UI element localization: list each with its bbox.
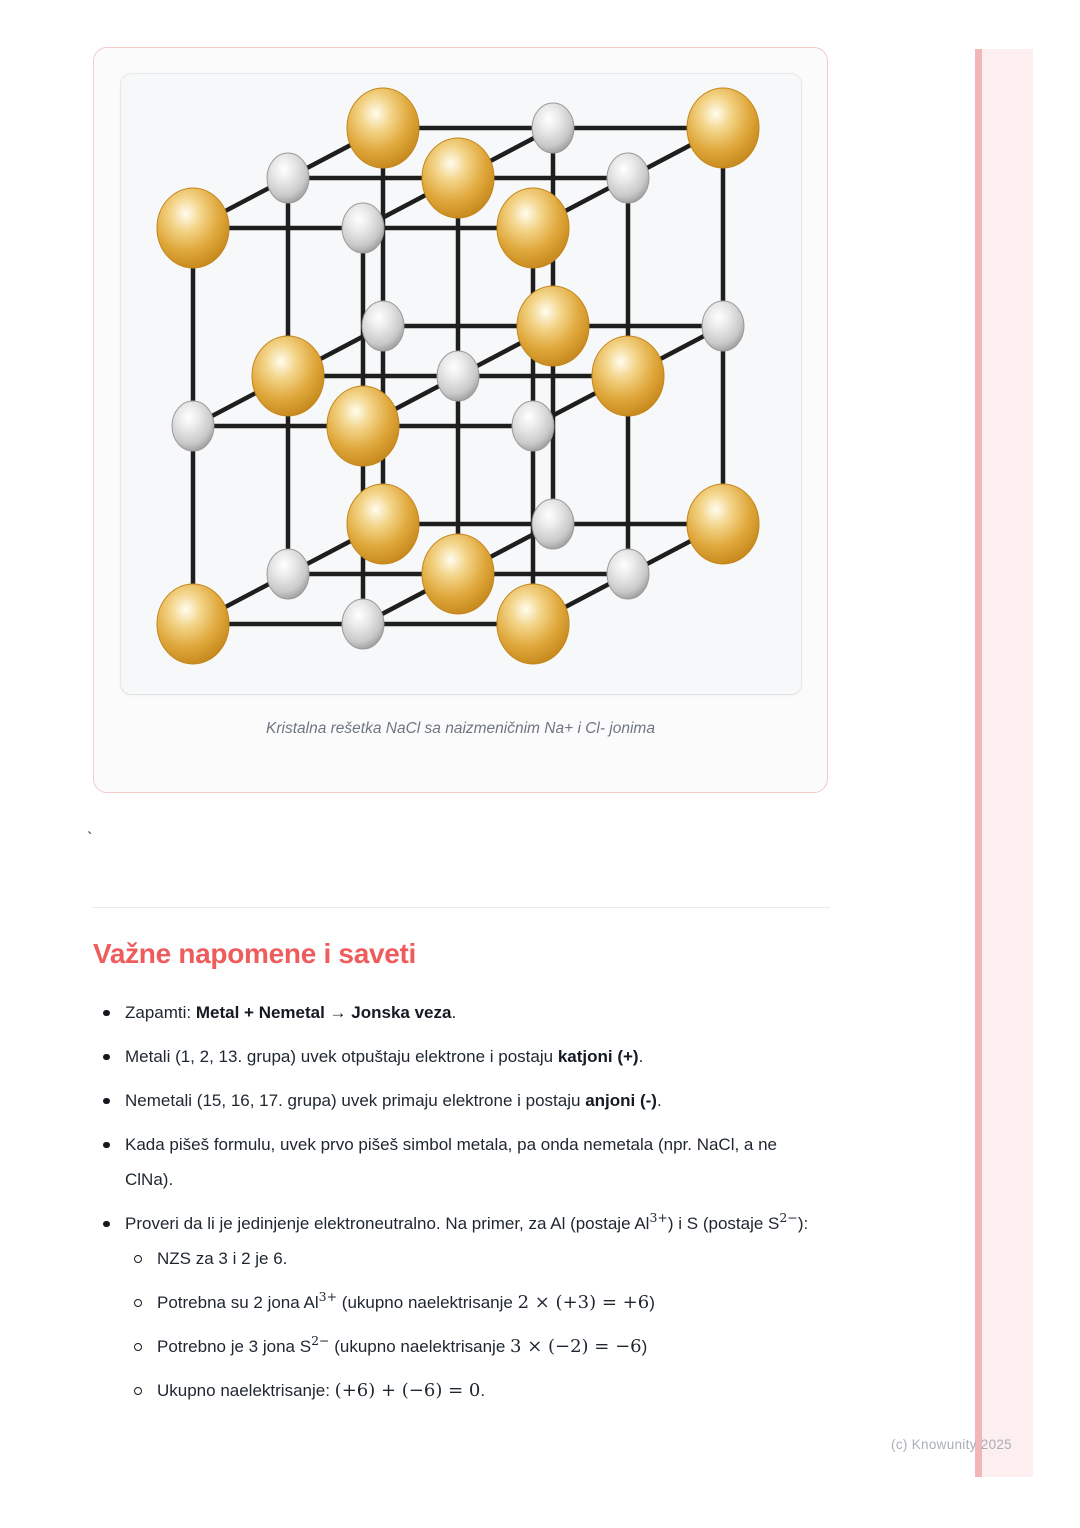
right-accent-band: [982, 49, 1033, 1477]
na-ion: [497, 188, 569, 268]
cl-ion: [532, 499, 574, 549]
copyright-text: (c) Knowunity 2025: [891, 1437, 1012, 1452]
list-item: [93, 1127, 823, 1197]
bold-text: katjoni (+): [557, 1047, 639, 1066]
text-segment: Proveri da li je jedinjenje elektroneutralno. Na primer, za Al (postaje Al: [125, 1214, 650, 1233]
text-segment: ):: [797, 1214, 809, 1233]
list-item: [93, 1083, 823, 1118]
cl-ion: [512, 401, 554, 451]
na-ion: [497, 584, 569, 664]
text-segment: Ukupno naelektrisanje:: [157, 1381, 335, 1400]
text-segment: (ukupno naelektrisanje: [337, 1293, 518, 1312]
figure-card: [93, 47, 828, 793]
na-ion: [157, 584, 229, 664]
stray-backtick: `: [87, 829, 93, 848]
sublist-item: [125, 1373, 823, 1408]
na-ion: [687, 484, 759, 564]
section-divider: [93, 907, 830, 908]
na-ion: [422, 138, 494, 218]
sublist-item: [125, 1241, 823, 1276]
superscript-charge: 3+: [649, 1210, 668, 1225]
text-segment: ): [649, 1293, 655, 1312]
cl-ion: [342, 203, 384, 253]
right-accent-line: [975, 49, 982, 1477]
text-segment: (ukupno naelektrisanje: [329, 1337, 511, 1356]
text-segment: .: [638, 1047, 644, 1066]
text-segment: Zapamti:: [125, 1003, 196, 1022]
notes-sublist: [125, 1241, 823, 1408]
cl-ion: [532, 103, 574, 153]
na-ion: [157, 188, 229, 268]
na-ion: [687, 88, 759, 168]
na-ion: [347, 88, 419, 168]
text-segment: Metali (1, 2, 13. grupa) uvek otpuštaju elektrone i postaju: [125, 1047, 558, 1066]
na-ion: [592, 336, 664, 416]
bold-text: anjoni (-): [585, 1091, 657, 1110]
document-content: [87, 0, 830, 1417]
na-ion: [422, 534, 494, 614]
text-segment: ): [641, 1337, 648, 1356]
cl-ion: [267, 153, 309, 203]
text-segment: Potrebna su 2 jona Al: [157, 1293, 319, 1312]
list-item: [93, 995, 823, 1030]
superscript-charge: 3+: [318, 1289, 338, 1304]
superscript-charge: 2−: [779, 1210, 798, 1225]
nacl-crystal-lattice-illustration: [121, 74, 801, 694]
text-segment: ) i S (postaje S: [667, 1214, 780, 1233]
figure-panel: [121, 74, 801, 694]
text-segment: .: [480, 1381, 486, 1400]
cl-ion: [342, 599, 384, 649]
na-ion: [517, 286, 589, 366]
sublist-item: [125, 1285, 823, 1320]
text-segment: Nemetali (15, 16, 17. grupa) uvek primaju elektrone i postaju: [125, 1091, 586, 1110]
list-item: [93, 1039, 823, 1074]
list-item: [93, 1206, 823, 1408]
superscript-charge: 2−: [311, 1333, 330, 1348]
cl-ion: [267, 549, 309, 599]
cl-ion: [607, 153, 649, 203]
cl-ion: [437, 351, 479, 401]
na-ion: [347, 484, 419, 564]
text-segment: NZS za 3 i 2 je 6.: [157, 1249, 288, 1268]
notes-heading: Važne napomene i saveti: [93, 938, 417, 969]
text-segment: .: [656, 1091, 662, 1110]
cl-ion: [362, 301, 404, 351]
sublist-item: [125, 1329, 823, 1364]
math-expression: 2 × (+3) = +6: [517, 1292, 650, 1313]
notes-list: [93, 995, 830, 1408]
na-ion: [327, 386, 399, 466]
cl-ion: [172, 401, 214, 451]
math-expression: 3 × (−2) = −6: [510, 1336, 642, 1357]
cl-ion: [702, 301, 744, 351]
text-segment: Potrebno je 3 jona S: [157, 1337, 312, 1356]
cl-ion: [607, 549, 649, 599]
text-segment: Kada pišeš formulu, uvek prvo pišeš simbol metala, pa onda nemetala (npr. NaCl, a ne ClNa).: [125, 1135, 778, 1189]
text-segment: .: [451, 1003, 457, 1022]
na-ion: [252, 336, 324, 416]
figure-caption: Kristalna rešetka NaCl sa naizmeničnim Na+ i Cl- jonima: [266, 720, 655, 737]
bold-text: Metal + Nemetal → Jonska veza: [195, 1003, 452, 1022]
math-expression: (+6) + (−6) = 0: [334, 1380, 481, 1401]
